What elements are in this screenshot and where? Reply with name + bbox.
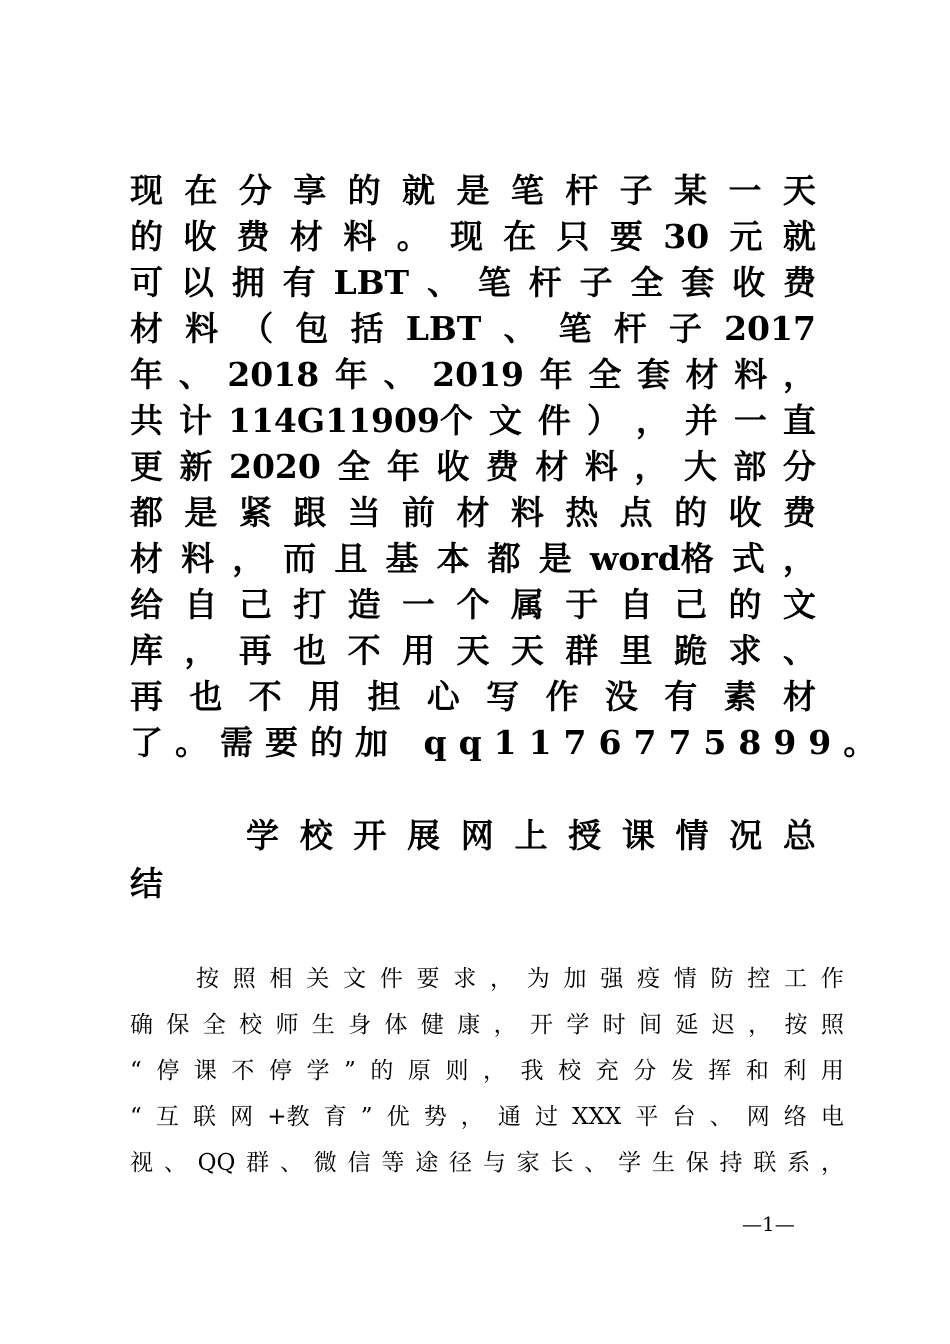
document-title xyxy=(130,812,816,908)
text-token: 用 xyxy=(402,631,436,670)
text-token: 再 xyxy=(238,631,272,670)
text-token: ， xyxy=(748,1012,772,1038)
text-token: ” xyxy=(360,1104,373,1130)
text-token: 就 xyxy=(402,171,436,210)
text-token: 收 xyxy=(728,493,762,532)
promo-line xyxy=(130,168,816,214)
text-token: 件 xyxy=(537,401,571,440)
text-token: 网 xyxy=(460,816,494,855)
promo-line xyxy=(130,398,816,444)
text-token: 全 xyxy=(337,447,371,486)
text-token: 2020 xyxy=(229,447,321,486)
text-token: 点 xyxy=(619,493,653,532)
text-token: 群 xyxy=(246,1150,270,1176)
text-token: 关 xyxy=(306,966,330,992)
text-token: 、 xyxy=(279,1150,303,1176)
text-token: 更 xyxy=(130,447,163,486)
text-token: 联 xyxy=(192,1104,216,1130)
text-token: 年 xyxy=(386,447,420,486)
text-token: 、 xyxy=(426,263,460,302)
text-token: 子 xyxy=(579,263,613,302)
text-token: 子 xyxy=(619,171,653,210)
text-token: 为 xyxy=(526,966,550,992)
text-token: 学 xyxy=(246,816,279,855)
body-paragraph xyxy=(130,956,844,1186)
text-token: XXX xyxy=(572,1104,622,1130)
text-token: 要 xyxy=(416,966,440,992)
text-token: 网 xyxy=(746,1104,770,1130)
text-token: 情 xyxy=(673,966,697,992)
text-token: 家 xyxy=(516,1150,540,1176)
text-token: 校 xyxy=(239,1012,263,1038)
text-token: 年 xyxy=(334,355,368,394)
text-token: 一 xyxy=(402,585,436,624)
text-token: ， xyxy=(782,355,816,394)
promo-line xyxy=(130,628,816,674)
promo-line xyxy=(130,260,816,306)
text-token: 属 xyxy=(510,585,544,624)
text-token: 台 xyxy=(672,1104,696,1130)
text-token: 天 xyxy=(782,171,816,210)
text-token: 杆 xyxy=(528,263,562,302)
text-token: 不 xyxy=(347,631,381,670)
text-token: 则 xyxy=(445,1058,469,1084)
text-token: 料 xyxy=(343,217,377,256)
text-token: 和 xyxy=(745,1058,769,1084)
text-token: 情 xyxy=(675,816,709,855)
text-token: 没 xyxy=(604,677,638,716)
text-token: ” xyxy=(344,1058,356,1084)
text-token: 保 xyxy=(685,1150,709,1176)
text-token: 材 xyxy=(685,355,719,394)
text-token: 全 xyxy=(588,355,622,394)
text-token: 己 xyxy=(238,585,272,624)
text-token: 114G11909个 xyxy=(228,401,473,440)
text-token: 上 xyxy=(514,816,548,855)
text-token: 生 xyxy=(311,1012,335,1038)
text-token: 包 xyxy=(295,309,329,348)
promo-last-line: 了。需要的加 qq1176775899。 xyxy=(130,723,889,762)
text-token: LBT xyxy=(333,263,410,302)
text-token: ， xyxy=(782,539,816,578)
text-token: 料 xyxy=(734,355,768,394)
promo-line xyxy=(130,306,816,352)
text-token: 、 xyxy=(178,355,212,394)
text-token: 挥 xyxy=(708,1058,732,1084)
text-token: 、 xyxy=(163,1150,187,1176)
text-token: 写 xyxy=(486,677,520,716)
text-token: 料 xyxy=(510,493,544,532)
text-token: 新 xyxy=(179,447,213,486)
text-token: 在 xyxy=(503,217,537,256)
text-token: 照 xyxy=(232,966,256,992)
text-token: 要 xyxy=(609,217,643,256)
text-token: 互 xyxy=(155,1104,179,1130)
text-token: 年 xyxy=(539,355,573,394)
text-token: 2018 xyxy=(227,355,320,394)
text-token: LBT xyxy=(405,309,482,348)
text-token: 师 xyxy=(275,1012,299,1038)
text-token: 开 xyxy=(529,1012,553,1038)
text-token: 就 xyxy=(782,217,816,256)
text-token: 延 xyxy=(675,1012,699,1038)
text-token: 子 xyxy=(668,309,702,348)
text-token: 确 xyxy=(130,1012,153,1038)
text-token: 育 xyxy=(323,1104,347,1130)
text-token: 的 xyxy=(370,1058,394,1084)
text-token: 在 xyxy=(184,171,218,210)
text-token: 跟 xyxy=(293,493,327,532)
text-token: 担 xyxy=(367,677,401,716)
text-token: QQ xyxy=(197,1150,236,1176)
text-token: 2019 xyxy=(432,355,524,394)
text-token: 分 xyxy=(782,447,816,486)
text-token: 利 xyxy=(783,1058,807,1084)
text-token: 并 xyxy=(684,401,718,440)
text-token: 况 xyxy=(729,816,763,855)
text-token: 持 xyxy=(719,1150,743,1176)
text-token: 、 xyxy=(383,355,417,394)
text-token: 都 xyxy=(487,539,521,578)
text-token: “ xyxy=(130,1058,142,1084)
text-token: 微 xyxy=(313,1150,337,1176)
body-line xyxy=(130,1094,844,1140)
text-token: 材 xyxy=(130,539,163,578)
text-token: 享 xyxy=(293,171,327,210)
text-token: 给 xyxy=(130,585,163,624)
promo-line xyxy=(130,214,816,260)
text-token: 按 xyxy=(784,1012,808,1038)
text-token: 里 xyxy=(619,631,653,670)
text-token: 长 xyxy=(550,1150,574,1176)
text-token: 都 xyxy=(130,493,163,532)
text-token: 件 xyxy=(379,966,403,992)
text-token: 不 xyxy=(248,677,282,716)
text-token: 疫 xyxy=(637,966,660,992)
text-token: 前 xyxy=(402,493,436,532)
text-token: 文 xyxy=(488,401,522,440)
text-token: 料 xyxy=(584,447,618,486)
text-token: 套 xyxy=(636,355,670,394)
text-token: 现 xyxy=(449,217,483,256)
text-token: 时 xyxy=(602,1012,626,1038)
text-token: 强 xyxy=(600,966,624,992)
text-token: 群 xyxy=(565,631,599,670)
text-token: 笔 xyxy=(510,171,544,210)
text-token: 健 xyxy=(420,1012,444,1038)
text-token: 是 xyxy=(538,539,572,578)
text-token: 料 xyxy=(181,539,215,578)
text-token: 生 xyxy=(651,1150,675,1176)
text-token: 信 xyxy=(347,1150,371,1176)
text-token: 、 xyxy=(709,1104,733,1130)
promo-line xyxy=(130,536,816,582)
text-token: 紧 xyxy=(238,493,272,532)
text-token: ， xyxy=(820,1150,844,1176)
title-line-2: 结 xyxy=(130,864,163,903)
text-token: 是 xyxy=(184,493,218,532)
text-token: 间 xyxy=(639,1012,663,1038)
text-token: 的 xyxy=(347,171,381,210)
text-token: 是 xyxy=(456,171,490,210)
text-token: “ xyxy=(130,1104,142,1130)
text-token: 充 xyxy=(595,1058,619,1084)
text-token: 康 xyxy=(457,1012,481,1038)
text-token: 料 xyxy=(185,309,219,348)
text-token: 求 xyxy=(453,966,477,992)
text-token: 开 xyxy=(353,816,387,855)
text-token: 热 xyxy=(565,493,599,532)
text-token: 、 xyxy=(584,1150,608,1176)
text-token: 套 xyxy=(681,263,715,302)
text-token: 学 xyxy=(618,1150,642,1176)
text-token: ， xyxy=(460,1104,484,1130)
text-token: 原 xyxy=(407,1058,431,1084)
text-token: 且 xyxy=(334,539,368,578)
text-token: 相 xyxy=(269,966,293,992)
text-token: word格 xyxy=(589,539,714,578)
text-token: 课 xyxy=(621,816,655,855)
text-token: 收 xyxy=(183,217,217,256)
text-token: 途 xyxy=(415,1150,439,1176)
text-token: 拥 xyxy=(231,263,265,302)
text-token: ， xyxy=(635,401,669,440)
text-token: 与 xyxy=(482,1150,506,1176)
promo-line xyxy=(130,674,816,720)
text-token: 停 xyxy=(156,1058,180,1084)
text-token: 材 xyxy=(456,493,490,532)
text-token: 收 xyxy=(732,263,766,302)
text-token: 校 xyxy=(299,816,333,855)
text-token: 费 xyxy=(485,447,519,486)
text-token: 系 xyxy=(787,1150,811,1176)
page-number: —1— xyxy=(742,1212,795,1236)
text-token: 于 xyxy=(565,585,599,624)
text-token: 分 xyxy=(633,1058,657,1084)
text-token: 可 xyxy=(130,263,163,302)
text-token: ， xyxy=(634,447,668,486)
text-token: 势 xyxy=(423,1104,447,1130)
text-token: ， xyxy=(493,1012,517,1038)
text-token: 自 xyxy=(619,585,653,624)
promo-line xyxy=(130,352,816,398)
text-token: 全 xyxy=(202,1012,226,1038)
text-token: 全 xyxy=(630,263,664,302)
text-token: 某 xyxy=(674,171,708,210)
text-token: 大 xyxy=(683,447,717,486)
text-token: 费 xyxy=(782,263,816,302)
text-token: 有 xyxy=(664,677,698,716)
text-token: 优 xyxy=(386,1104,410,1130)
text-token: 用 xyxy=(308,677,342,716)
text-token: 心 xyxy=(426,677,460,716)
text-token: 一 xyxy=(733,401,767,440)
title-line-1 xyxy=(130,812,816,860)
text-token: 天 xyxy=(456,631,490,670)
text-token: ， xyxy=(490,966,513,992)
text-token: ， xyxy=(232,539,266,578)
text-token: 按 xyxy=(196,966,219,992)
text-token: 打 xyxy=(293,585,327,624)
text-token: 30 xyxy=(663,217,710,256)
text-token: 直 xyxy=(782,401,816,440)
text-token: 学 xyxy=(566,1012,590,1038)
text-token: 基 xyxy=(385,539,419,578)
text-token: 笔 xyxy=(558,309,592,348)
text-token: 不 xyxy=(231,1058,255,1084)
text-token: 再 xyxy=(130,677,163,716)
text-token: 作 xyxy=(820,966,844,992)
text-token: 、 xyxy=(782,631,816,670)
text-token: 展 xyxy=(407,816,441,855)
text-token: 元 xyxy=(729,217,763,256)
text-token: 体 xyxy=(384,1012,408,1038)
text-token: 视 xyxy=(130,1150,153,1176)
text-token: 本 xyxy=(436,539,470,578)
text-token: 电 xyxy=(820,1104,844,1130)
text-token: 素 xyxy=(723,677,757,716)
text-token: 有 xyxy=(282,263,316,302)
text-token: 文 xyxy=(343,966,366,992)
text-token: 的 xyxy=(728,585,762,624)
text-token: 的 xyxy=(130,217,163,256)
text-token: 用 xyxy=(820,1058,844,1084)
text-token: 、 xyxy=(503,309,537,348)
text-token: 停 xyxy=(268,1058,292,1084)
text-token: 身 xyxy=(348,1012,372,1038)
promo-line xyxy=(130,490,816,536)
promo-line xyxy=(130,444,816,490)
text-token: 计 xyxy=(179,401,212,440)
text-token: 也 xyxy=(189,677,223,716)
text-token: 杆 xyxy=(613,309,647,348)
text-token: 网 xyxy=(230,1104,254,1130)
text-token: 平 xyxy=(635,1104,659,1130)
text-token: 迟 xyxy=(711,1012,735,1038)
text-token: 天 xyxy=(510,631,544,670)
text-token: 径 xyxy=(449,1150,473,1176)
text-token: 括 xyxy=(350,309,384,348)
text-token: 控 xyxy=(747,966,771,992)
text-token: 分 xyxy=(238,171,272,210)
text-token: 造 xyxy=(347,585,381,624)
body-line xyxy=(130,1140,844,1186)
text-token: 部 xyxy=(733,447,767,486)
text-token: 的 xyxy=(674,493,708,532)
text-token: 防 xyxy=(710,966,734,992)
text-token: 材 xyxy=(130,309,163,348)
text-token: 络 xyxy=(783,1104,807,1130)
text-token: 当 xyxy=(347,493,381,532)
text-token: 材 xyxy=(535,447,569,486)
text-token: 联 xyxy=(753,1150,777,1176)
text-token: 以 xyxy=(180,263,214,302)
text-token: 照 xyxy=(820,1012,844,1038)
text-token: 2017 xyxy=(724,309,816,348)
text-token: 跪 xyxy=(674,631,708,670)
text-token: 个 xyxy=(456,585,490,624)
text-token: 材 xyxy=(782,677,816,716)
body-line xyxy=(130,1048,844,1094)
text-token: ， xyxy=(483,1058,506,1084)
text-token: 式 xyxy=(731,539,765,578)
text-token: 库 xyxy=(130,631,163,670)
body-line xyxy=(130,956,844,1002)
text-token: （ xyxy=(240,309,274,348)
text-token: 只 xyxy=(556,217,590,256)
text-token: 过 xyxy=(535,1104,559,1130)
promo-line xyxy=(130,582,816,628)
text-token: 我 xyxy=(520,1058,544,1084)
text-token: 而 xyxy=(283,539,317,578)
text-token: 总 xyxy=(782,816,816,855)
text-token: 。 xyxy=(396,217,430,256)
text-token: 文 xyxy=(782,585,816,624)
text-token: 共 xyxy=(130,401,163,440)
body-line xyxy=(130,1002,844,1048)
text-token: 笔 xyxy=(477,263,511,302)
text-token: 材 xyxy=(289,217,323,256)
text-token: 校 xyxy=(558,1058,582,1084)
text-token: ， xyxy=(184,631,218,670)
text-token: 收 xyxy=(436,447,470,486)
promo-paragraph xyxy=(130,168,889,766)
text-token: 也 xyxy=(293,631,327,670)
text-token: 等 xyxy=(381,1150,405,1176)
text-token: 费 xyxy=(236,217,270,256)
text-token: 课 xyxy=(193,1058,217,1084)
text-token: 求 xyxy=(728,631,762,670)
text-token: 通 xyxy=(497,1104,521,1130)
text-token: 作 xyxy=(545,677,579,716)
text-token: 发 xyxy=(670,1058,694,1084)
text-token: 学 xyxy=(306,1058,330,1084)
text-token: 保 xyxy=(166,1012,190,1038)
text-token: 杆 xyxy=(565,171,599,210)
text-token: 一 xyxy=(728,171,762,210)
text-token: +教 xyxy=(267,1104,310,1130)
text-token: ） xyxy=(586,401,620,440)
text-token: 己 xyxy=(674,585,708,624)
text-token: 费 xyxy=(782,493,816,532)
text-token: 工 xyxy=(784,966,807,992)
text-token: 自 xyxy=(184,585,218,624)
text-token: 年 xyxy=(130,355,163,394)
text-token: 现 xyxy=(130,171,163,210)
text-token: 授 xyxy=(568,816,602,855)
text-token: 加 xyxy=(563,966,587,992)
